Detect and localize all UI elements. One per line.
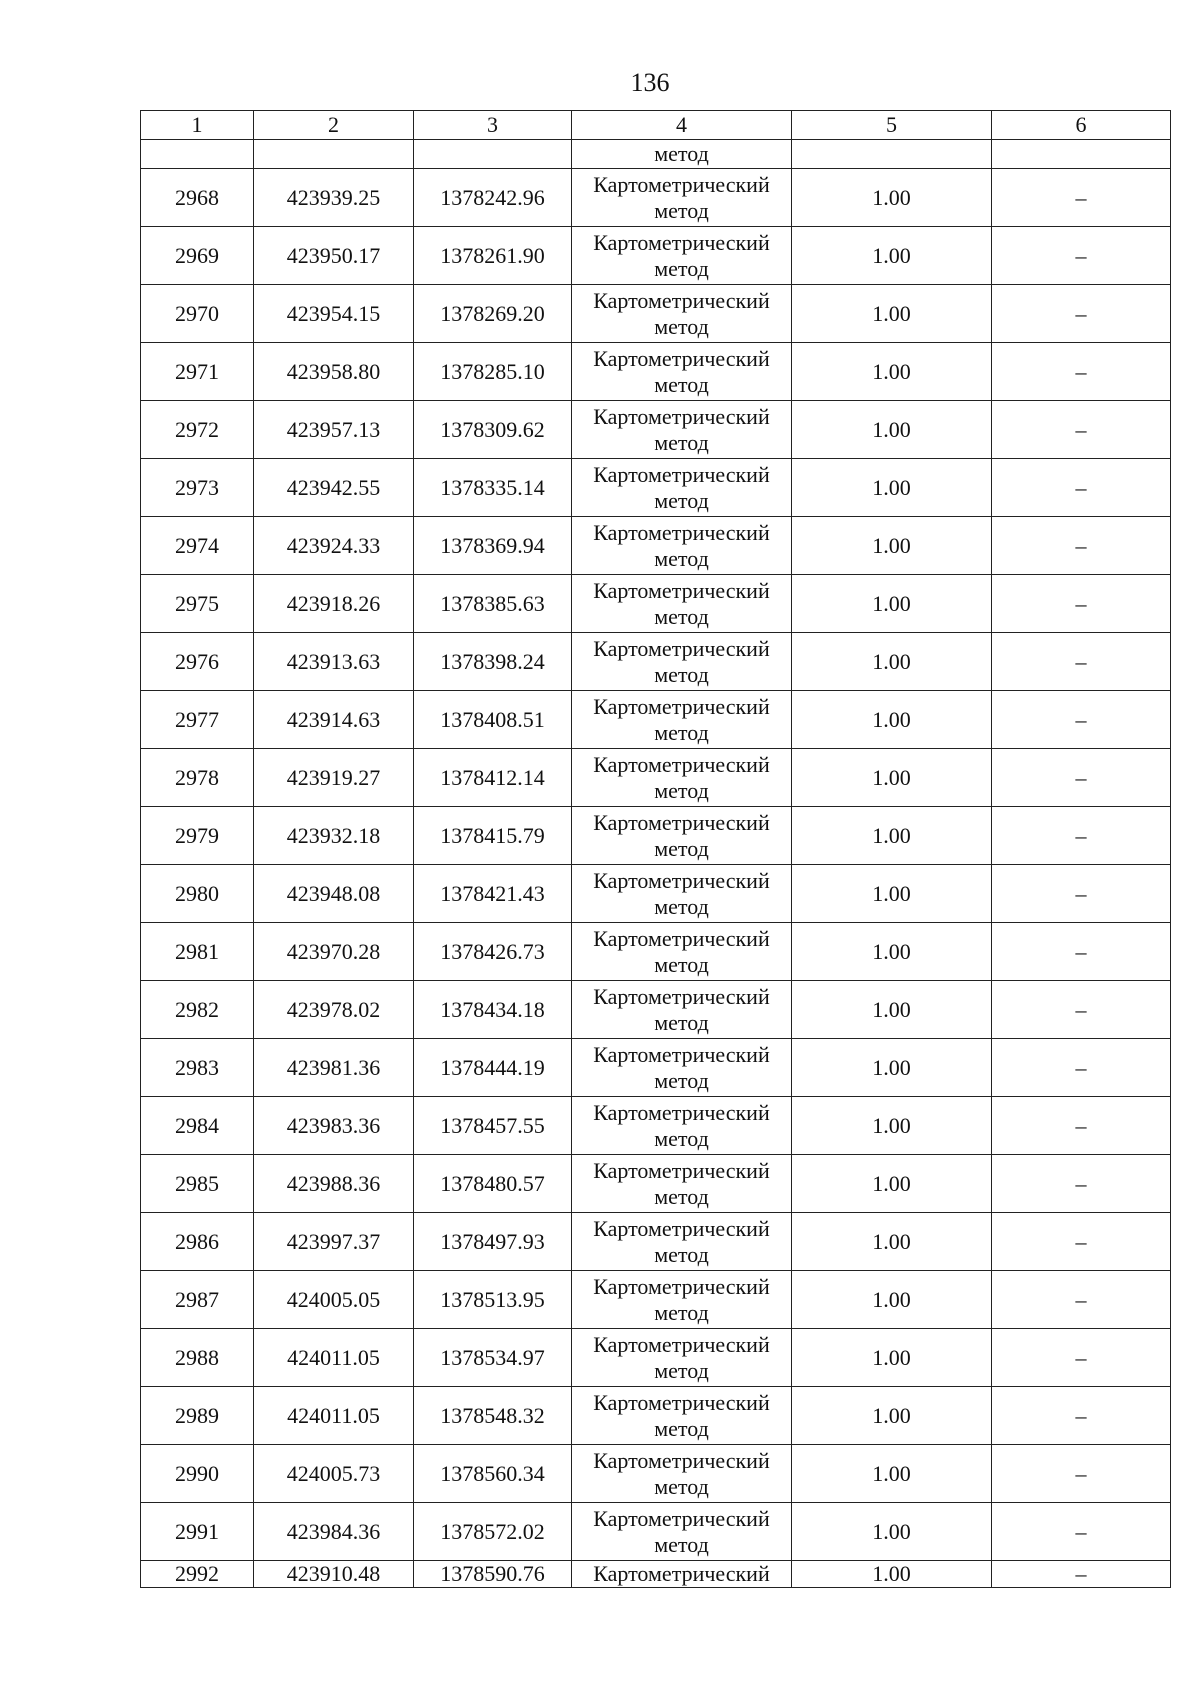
method-line-1: Картометрический (593, 1099, 770, 1125)
accuracy-value: 1.00 (792, 343, 992, 401)
determination-method (572, 1387, 792, 1445)
column-header-6: 6 (992, 111, 1171, 140)
accuracy-value: 1.00 (792, 1329, 992, 1387)
table-row (141, 401, 1171, 459)
method-line-1: Картометрический (593, 1331, 770, 1357)
method-line-2: метод (654, 661, 709, 687)
method-line-2: метод (654, 1531, 709, 1557)
accuracy-value: 1.00 (792, 401, 992, 459)
continuation-cell-5 (792, 140, 992, 169)
note-dash: – (992, 691, 1171, 749)
coordinate-y: 1378560.34 (414, 1445, 572, 1503)
point-number: 2987 (141, 1271, 254, 1329)
table-row (141, 749, 1171, 807)
coordinate-y: 1378534.97 (414, 1329, 572, 1387)
table-row (141, 691, 1171, 749)
note-dash: – (992, 1329, 1171, 1387)
accuracy-value: 1.00 (792, 1039, 992, 1097)
accuracy-value: 1.00 (792, 981, 992, 1039)
determination-method (572, 227, 792, 285)
accuracy-value: 1.00 (792, 169, 992, 227)
continuation-cell-3 (414, 140, 572, 169)
method-line-1: Картометрический (593, 1447, 770, 1473)
determination-method (572, 517, 792, 575)
point-number: 2971 (141, 343, 254, 401)
method-line-2: метод (654, 835, 709, 861)
point-number: 2980 (141, 865, 254, 923)
point-number: 2989 (141, 1387, 254, 1445)
determination-method (572, 865, 792, 923)
determination-method (572, 1213, 792, 1271)
method-line-2: метод (654, 429, 709, 455)
note-dash: – (992, 749, 1171, 807)
determination-method (572, 691, 792, 749)
method-line-1: Картометрический (593, 345, 770, 371)
accuracy-value: 1.00 (792, 633, 992, 691)
coordinate-y: 1378385.63 (414, 575, 572, 633)
method-line-2: метод (654, 1299, 709, 1325)
note-dash: – (992, 1387, 1171, 1445)
accuracy-value: 1.00 (792, 1503, 992, 1561)
table-row (141, 517, 1171, 575)
coordinate-x: 423950.17 (254, 227, 414, 285)
accuracy-value: 1.00 (792, 227, 992, 285)
method-line-2: метод (654, 545, 709, 571)
method-line-2: метод (654, 1009, 709, 1035)
method-line-1: Картометрический (593, 983, 770, 1009)
note-dash: – (992, 807, 1171, 865)
accuracy-value: 1.00 (792, 285, 992, 343)
table-row (141, 1387, 1171, 1445)
method-line-2: метод (654, 371, 709, 397)
accuracy-value: 1.00 (792, 807, 992, 865)
note-dash: – (992, 981, 1171, 1039)
point-number: 2985 (141, 1155, 254, 1213)
accuracy-value: 1.00 (792, 691, 992, 749)
coordinate-x: 424005.73 (254, 1445, 414, 1503)
continuation-cell-6 (992, 140, 1171, 169)
determination-method (572, 1097, 792, 1155)
coordinate-x: 423948.08 (254, 865, 414, 923)
table-row (141, 1155, 1171, 1213)
continuation-cell-1 (141, 140, 254, 169)
determination-method (572, 981, 792, 1039)
table-row (141, 1213, 1171, 1271)
point-number: 2992 (141, 1561, 254, 1588)
method-line-2: метод (654, 1067, 709, 1093)
table-row (141, 923, 1171, 981)
point-number: 2973 (141, 459, 254, 517)
coordinate-y: 1378426.73 (414, 923, 572, 981)
note-dash: – (992, 633, 1171, 691)
method-line-1: Картометрический (593, 577, 770, 603)
continuation-row (141, 140, 1171, 169)
coordinate-y: 1378421.43 (414, 865, 572, 923)
method-line-2: метод (654, 1241, 709, 1267)
coordinate-y: 1378434.18 (414, 981, 572, 1039)
table-row (141, 169, 1171, 227)
note-dash: – (992, 923, 1171, 981)
method-line-1: Картометрический (593, 403, 770, 429)
note-dash: – (992, 1503, 1171, 1561)
table-row (141, 285, 1171, 343)
coordinate-x: 423924.33 (254, 517, 414, 575)
continuation-cell-2 (254, 140, 414, 169)
accuracy-value: 1.00 (792, 1561, 992, 1588)
coordinate-y: 1378480.57 (414, 1155, 572, 1213)
method-line-1: Картометрический (593, 287, 770, 313)
table-row (141, 981, 1171, 1039)
note-dash: – (992, 1097, 1171, 1155)
method-line-1: Картометрический (593, 1273, 770, 1299)
note-dash: – (992, 1039, 1171, 1097)
determination-method (572, 807, 792, 865)
determination-method (572, 1503, 792, 1561)
table-row (141, 1097, 1171, 1155)
method-line-2: метод (654, 1357, 709, 1383)
determination-method (572, 1271, 792, 1329)
coordinate-x: 423988.36 (254, 1155, 414, 1213)
point-number: 2984 (141, 1097, 254, 1155)
accuracy-value: 1.00 (792, 575, 992, 633)
coordinate-y: 1378269.20 (414, 285, 572, 343)
point-number: 2991 (141, 1503, 254, 1561)
determination-method (572, 285, 792, 343)
table-row (141, 807, 1171, 865)
point-number: 2981 (141, 923, 254, 981)
coordinate-y: 1378497.93 (414, 1213, 572, 1271)
table-row (141, 1329, 1171, 1387)
coordinate-y: 1378548.32 (414, 1387, 572, 1445)
point-number: 2982 (141, 981, 254, 1039)
point-number: 2977 (141, 691, 254, 749)
note-dash: – (992, 401, 1171, 459)
determination-method: Картометрический (572, 1561, 792, 1588)
determination-method (572, 575, 792, 633)
coordinate-x: 423939.25 (254, 169, 414, 227)
method-line-2: метод (654, 893, 709, 919)
method-line-1: Картометрический (593, 635, 770, 661)
coordinate-x: 423942.55 (254, 459, 414, 517)
coordinate-y: 1378457.55 (414, 1097, 572, 1155)
method-line-2: метод (654, 603, 709, 629)
determination-method (572, 169, 792, 227)
method-line-1: Картометрический (593, 1389, 770, 1415)
note-dash: – (992, 227, 1171, 285)
point-number: 2970 (141, 285, 254, 343)
coordinate-y: 1378309.62 (414, 401, 572, 459)
method-line-1: Картометрический (593, 1041, 770, 1067)
point-number: 2976 (141, 633, 254, 691)
accuracy-value: 1.00 (792, 1097, 992, 1155)
coordinate-x: 423910.48 (254, 1561, 414, 1588)
coordinate-x: 423932.18 (254, 807, 414, 865)
column-number-header (141, 111, 1171, 140)
note-dash: – (992, 343, 1171, 401)
method-line-1: Картометрический (593, 1215, 770, 1241)
coordinate-x: 423954.15 (254, 285, 414, 343)
accuracy-value: 1.00 (792, 749, 992, 807)
determination-method (572, 923, 792, 981)
note-dash: – (992, 1155, 1171, 1213)
method-line-1: Картометрический (593, 1505, 770, 1531)
coordinate-y: 1378513.95 (414, 1271, 572, 1329)
method-line-2: метод (654, 1125, 709, 1151)
coordinate-x: 423978.02 (254, 981, 414, 1039)
determination-method (572, 343, 792, 401)
point-number: 2968 (141, 169, 254, 227)
coordinate-y: 1378285.10 (414, 343, 572, 401)
note-dash: – (992, 1213, 1171, 1271)
method-line-1: Картометрический (593, 693, 770, 719)
coordinate-x: 423984.36 (254, 1503, 414, 1561)
coordinate-y: 1378572.02 (414, 1503, 572, 1561)
point-number: 2979 (141, 807, 254, 865)
coordinate-x: 424011.05 (254, 1387, 414, 1445)
column-header-5: 5 (792, 111, 992, 140)
table-row (141, 459, 1171, 517)
table-row-last (141, 1561, 1171, 1588)
method-line-2: метод (654, 313, 709, 339)
method-line-2: метод (654, 1183, 709, 1209)
point-number: 2969 (141, 227, 254, 285)
accuracy-value: 1.00 (792, 923, 992, 981)
note-dash: – (992, 1271, 1171, 1329)
coordinate-y: 1378369.94 (414, 517, 572, 575)
table-row (141, 343, 1171, 401)
method-line-2: метод (654, 1473, 709, 1499)
point-number: 2988 (141, 1329, 254, 1387)
coordinate-x: 423983.36 (254, 1097, 414, 1155)
table-row (141, 1503, 1171, 1561)
point-number: 2978 (141, 749, 254, 807)
point-number: 2974 (141, 517, 254, 575)
table-row (141, 633, 1171, 691)
coordinate-x: 423913.63 (254, 633, 414, 691)
method-line-2: метод (654, 777, 709, 803)
point-number: 2990 (141, 1445, 254, 1503)
coordinate-x: 424011.05 (254, 1329, 414, 1387)
coordinate-y: 1378335.14 (414, 459, 572, 517)
point-number: 2972 (141, 401, 254, 459)
table-row (141, 1271, 1171, 1329)
accuracy-value: 1.00 (792, 1213, 992, 1271)
note-dash: – (992, 169, 1171, 227)
method-line-1: Картометрический (593, 809, 770, 835)
column-header-4: 4 (572, 111, 792, 140)
column-header-1: 1 (141, 111, 254, 140)
determination-method (572, 1445, 792, 1503)
method-line-2: метод (654, 719, 709, 745)
method-line-1: Картометрический (593, 867, 770, 893)
coordinate-x: 423970.28 (254, 923, 414, 981)
determination-method (572, 1039, 792, 1097)
method-line-1: Картометрический (593, 925, 770, 951)
coordinates-table (140, 110, 1171, 1588)
note-dash: – (992, 865, 1171, 923)
coordinate-y: 1378412.14 (414, 749, 572, 807)
point-number: 2986 (141, 1213, 254, 1271)
table-row (141, 1445, 1171, 1503)
coordinate-y: 1378242.96 (414, 169, 572, 227)
accuracy-value: 1.00 (792, 1387, 992, 1445)
method-line-1: Картометрический (593, 1157, 770, 1183)
note-dash: – (992, 517, 1171, 575)
coordinate-y: 1378398.24 (414, 633, 572, 691)
table-row (141, 227, 1171, 285)
method-line-1: Картометрический (593, 751, 770, 777)
coordinate-y: 1378408.51 (414, 691, 572, 749)
table-row (141, 865, 1171, 923)
coordinate-x: 423957.13 (254, 401, 414, 459)
coordinate-x: 423914.63 (254, 691, 414, 749)
page-number: 136 (630, 68, 670, 97)
coordinate-y: 1378261.90 (414, 227, 572, 285)
note-dash: – (992, 1445, 1171, 1503)
method-line-1: Картометрический (593, 229, 770, 255)
determination-method (572, 1329, 792, 1387)
coordinate-x: 423919.27 (254, 749, 414, 807)
coordinate-x: 423918.26 (254, 575, 414, 633)
note-dash: – (992, 285, 1171, 343)
determination-method (572, 633, 792, 691)
point-number: 2983 (141, 1039, 254, 1097)
accuracy-value: 1.00 (792, 517, 992, 575)
column-header-2: 2 (254, 111, 414, 140)
determination-method (572, 401, 792, 459)
method-line-2: метод (654, 197, 709, 223)
method-line-1: Картометрический (593, 171, 770, 197)
accuracy-value: 1.00 (792, 865, 992, 923)
method-line-2: метод (654, 951, 709, 977)
column-header-3: 3 (414, 111, 572, 140)
determination-method (572, 459, 792, 517)
method-line-1: Картометрический (593, 519, 770, 545)
table-row (141, 1039, 1171, 1097)
note-dash: – (992, 459, 1171, 517)
coordinate-y: 1378415.79 (414, 807, 572, 865)
point-number: 2975 (141, 575, 254, 633)
continuation-method: метод (572, 140, 792, 169)
accuracy-value: 1.00 (792, 1445, 992, 1503)
accuracy-value: 1.00 (792, 1155, 992, 1213)
coordinate-x: 423958.80 (254, 343, 414, 401)
coordinate-y: 1378444.19 (414, 1039, 572, 1097)
accuracy-value: 1.00 (792, 1271, 992, 1329)
coordinate-x: 424005.05 (254, 1271, 414, 1329)
determination-method (572, 749, 792, 807)
note-dash: – (992, 1561, 1171, 1588)
note-dash: – (992, 575, 1171, 633)
method-line-2: метод (654, 1415, 709, 1441)
method-line-1: Картометрический (593, 461, 770, 487)
method-line-2: метод (654, 487, 709, 513)
table-row (141, 575, 1171, 633)
coordinate-x: 423981.36 (254, 1039, 414, 1097)
coordinate-y: 1378590.76 (414, 1561, 572, 1588)
coordinate-x: 423997.37 (254, 1213, 414, 1271)
accuracy-value: 1.00 (792, 459, 992, 517)
determination-method (572, 1155, 792, 1213)
method-line-2: метод (654, 255, 709, 281)
